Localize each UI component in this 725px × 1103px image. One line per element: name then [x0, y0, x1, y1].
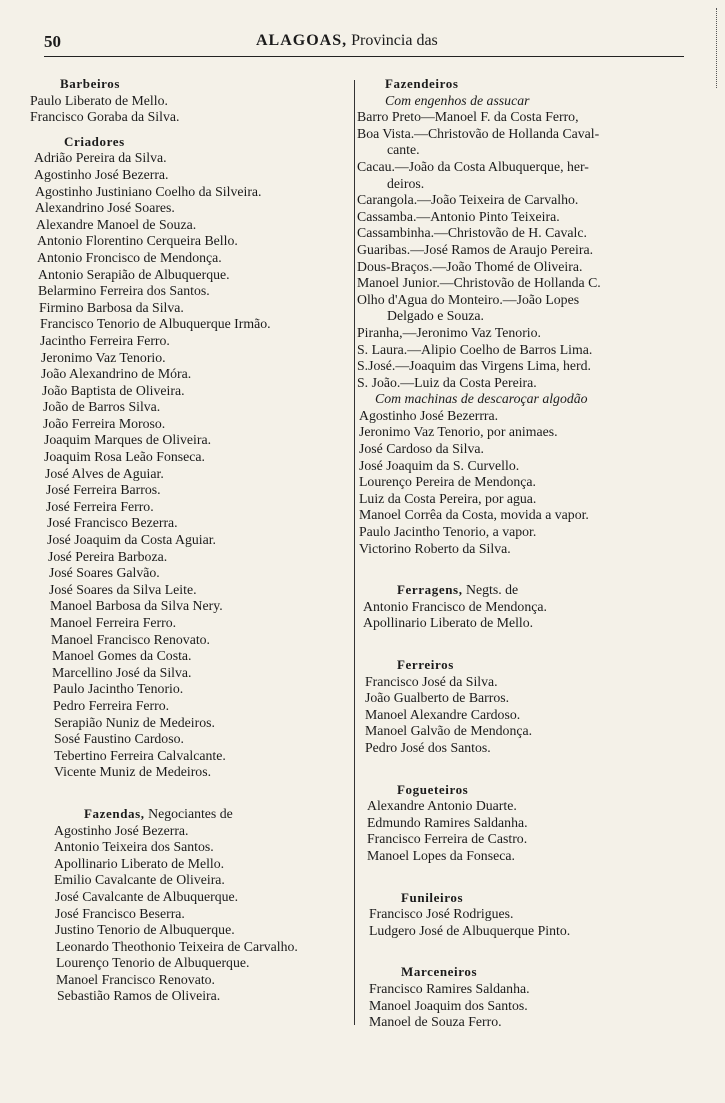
section-title: Fazendas,	[84, 805, 145, 821]
section-title: Ferreiros	[397, 657, 454, 672]
list-item: Justino Tenorio de Albuquerque.	[55, 922, 235, 938]
list-item: Alexandre Manoel de Souza.	[36, 216, 197, 232]
list-item: Paulo Jacintho Tenorio.	[53, 681, 184, 697]
list-item: José Ferreira Ferro.	[46, 498, 154, 514]
list-item: Antonio Teixeira dos Santos.	[54, 839, 214, 855]
list-item: José Joaquim da Costa Aguiar.	[47, 532, 216, 548]
list-item: José Alves de Aguiar.	[45, 465, 164, 481]
list-item: Agostinho José Bezerrra.	[359, 407, 499, 423]
list-item: Apollinario Liberato de Mello.	[54, 855, 225, 871]
list-item: Manoel Francisco Renovato.	[56, 971, 216, 987]
section-heading	[357, 76, 687, 93]
list-item: Antonio Froncisco de Mendonça.	[37, 249, 222, 265]
list-item: Delgado e Souza.	[387, 308, 484, 324]
list-item: Lourenço Tenorio de Albuquerque.	[56, 955, 250, 971]
section-heading	[357, 582, 687, 599]
section-title: Funileiros	[401, 889, 464, 905]
list-item: Edmundo Ramires Saldanha.	[367, 814, 528, 830]
section-gap	[357, 632, 687, 649]
right-column	[357, 76, 687, 1031]
list-item: José Cardoso da Silva.	[359, 441, 484, 457]
list-item: Francisco Ferreira de Castro.	[367, 831, 528, 847]
section-gap	[30, 126, 352, 134]
list-item: João Gualberto de Barros.	[365, 690, 510, 706]
list-item: Emilio Cavalcante de Oliveira.	[54, 872, 225, 888]
list-item: Pedro José dos Santos.	[365, 739, 491, 755]
list-item: Paulo Liberato de Mello.	[30, 92, 168, 108]
section-gap	[357, 557, 687, 574]
list-item: Agostinho Justiniano Coelho da Silveira.	[35, 183, 262, 199]
list-item: Alexandrino José Soares.	[35, 200, 175, 216]
left-column	[30, 76, 352, 1005]
list-item: Manoel de Souza Ferro.	[369, 1014, 502, 1030]
list-item: Carangola.—João Teixeira de Carvalho.	[357, 192, 579, 208]
list-item: Cassambinha.—Christovão de H. Cavalc.	[357, 225, 587, 241]
section-title: Ferragens,	[397, 582, 463, 598]
section-gap	[357, 882, 687, 890]
section-title: Fogueteiros	[397, 781, 469, 797]
list-item: Manoel Lopes da Fonseca.	[367, 847, 515, 863]
list-item: Vicente Muniz de Medeiros.	[54, 764, 212, 780]
section-heading	[357, 657, 687, 674]
list-item: Agostinho José Bezerra.	[34, 166, 169, 182]
list-item: Antonio Francisco de Mendonça.	[363, 598, 547, 614]
list-item: Ludgero José de Albuquerque Pinto.	[369, 922, 571, 938]
section-title: Marceneiros	[401, 964, 478, 980]
list-item: Guaribas.—José Ramos de Araujo Pereira.	[357, 241, 594, 257]
list-item: Alexandre Antonio Duarte.	[367, 798, 517, 814]
list-item: Firmino Barbosa da Silva.	[39, 299, 184, 315]
section-gap	[30, 798, 352, 806]
list-item: cante.	[387, 142, 420, 158]
list-item: Manoel Barbosa da Silva Nery.	[50, 598, 223, 614]
list-item: Antonio Serapião de Albuquerque.	[38, 266, 230, 282]
list-item: Sebastião Ramos de Oliveira.	[57, 988, 221, 1004]
list-item: Francisco Ramires Saldanha.	[369, 980, 530, 996]
list-item: Francisco José da Silva.	[365, 673, 498, 689]
running-title	[256, 32, 438, 50]
list-item: S. João.—Luiz da Costa Pereira.	[357, 374, 537, 390]
list-item: Olho d'Agua do Monteiro.—João Lopes	[357, 291, 580, 307]
section-gap	[357, 574, 687, 582]
list-item: Jeronimo Vaz Tenorio.	[41, 349, 166, 365]
section-gap	[357, 956, 687, 964]
page-edge-mark	[716, 8, 720, 88]
list-item: José Soares da Silva Leite.	[49, 581, 197, 597]
list-item: José Francisco Bezerra.	[47, 515, 178, 531]
list-item: Antonio Florentino Cerqueira Bello.	[37, 233, 238, 249]
section-title: Criadores	[64, 133, 125, 149]
list-item: Agostinho José Bezerra.	[54, 822, 189, 838]
section-gap	[357, 774, 687, 782]
list-item: José Pereira Barboza.	[48, 548, 168, 564]
list-item: João Alexandrino de Móra.	[41, 366, 192, 382]
list-item: José Joaquim da S. Curvello.	[359, 457, 520, 473]
list-item: Piranha,—Jeronimo Vaz Tenorio.	[357, 324, 541, 340]
section-gap	[357, 649, 687, 657]
section-gap	[357, 939, 687, 956]
list-item: José Ferreira Barros.	[46, 482, 161, 498]
list-item: João de Barros Silva.	[43, 399, 161, 415]
running-title-sub: Provincia das	[351, 32, 438, 49]
section-title-rest: Negociantes de	[148, 805, 233, 821]
list-item: Joaquim Marques de Oliveira.	[44, 432, 212, 448]
list-item: José Soares Galvão.	[49, 565, 160, 581]
list-item: Francisco José Rodrigues.	[369, 906, 514, 922]
section-title-rest: Negts. de	[466, 582, 519, 598]
section-heading	[357, 964, 687, 981]
list-item: Sosé Faustino Cardoso.	[54, 731, 184, 747]
list-item: João Baptista de Oliveira.	[42, 382, 185, 398]
running-header	[44, 30, 684, 57]
list-item: Serapião Nuniz de Medeiros.	[54, 714, 215, 730]
section-heading	[30, 806, 352, 823]
section-title: Barbeiros	[60, 76, 121, 91]
list-item: Luiz da Costa Pereira, por agua.	[359, 490, 537, 506]
list-item: Manoel Ferreira Ferro.	[50, 615, 177, 630]
list-item: José Cavalcante de Albuquerque.	[55, 888, 239, 904]
list-item: Boa Vista.—Christovão de Hollanda Caval-	[357, 125, 600, 141]
list-item: Lourenço Pereira de Mendonça.	[359, 474, 536, 490]
list-item: Manoel Francisco Renovato.	[51, 631, 211, 647]
section-heading	[357, 782, 687, 799]
list-item: Cacau.—João da Costa Albuquerque, her-	[357, 158, 589, 174]
running-title-main: ALAGOAS,	[256, 32, 348, 49]
list-item: Leonardo Theothonio Teixeira de Carvalho.	[56, 938, 298, 954]
list-item: José Francisco Beserra.	[55, 905, 185, 921]
list-item: Cassamba.—Antonio Pinto Teixeira.	[357, 208, 560, 224]
list-item: João Ferreira Moroso.	[43, 415, 166, 431]
list-item: S. Laura.—Alipio Coelho de Barros Lima.	[357, 341, 593, 357]
list-item: Joaquim Rosa Leão Fonseca.	[44, 449, 205, 465]
section-heading	[30, 134, 352, 151]
list-item: deiros.	[387, 175, 425, 191]
list-item: Adrião Pereira da Silva.	[34, 150, 167, 166]
page-number: 50	[44, 32, 61, 51]
list-item: Pedro Ferreira Ferro.	[53, 697, 170, 713]
section-heading	[357, 890, 687, 907]
list-item: Jeronimo Vaz Tenorio, por animaes.	[359, 424, 558, 440]
section-gap	[30, 781, 352, 798]
list-item: Manoel Junior.—Christovão de Hollanda C.	[357, 275, 601, 291]
list-item: Manoel Corrêa da Costa, movida a vapor.	[359, 507, 589, 523]
section-gap	[357, 865, 687, 882]
subsection-title: Com engenhos de assucar	[385, 92, 530, 108]
list-item: Marcellino José da Silva.	[52, 664, 192, 680]
list-item: Jacintho Ferreira Ferro.	[40, 332, 170, 348]
list-item: Victorino Roberto da Silva.	[359, 540, 511, 556]
section-heading	[30, 76, 352, 93]
subsection-title: Com machinas de descaroçar algodão	[375, 391, 588, 407]
list-item: Paulo Jacintho Tenorio, a vapor.	[359, 524, 537, 540]
list-item: Francisco Goraba da Silva.	[30, 109, 180, 125]
list-item: Manoel Gomes da Costa.	[52, 648, 192, 664]
section-title: Fazendeiros	[385, 76, 459, 91]
list-item: Belarmino Ferreira dos Santos.	[38, 283, 210, 299]
list-item: Tebertino Ferreira Calvalcante.	[54, 747, 226, 763]
list-item: Manoel Galvão de Mendonça.	[365, 723, 533, 739]
list-item: S.José.—Joaquim das Virgens Lima, herd.	[357, 358, 591, 374]
section-gap	[357, 757, 687, 774]
list-item: Dous-Braços.—João Thomé de Oliveira.	[357, 258, 583, 274]
column-divider	[354, 80, 355, 1025]
list-item: Apollinario Liberato de Mello.	[363, 615, 534, 631]
list-item: Barro Preto—Manoel F. da Costa Ferro,	[357, 109, 579, 125]
list-item: Manoel Joaquim dos Santos.	[369, 997, 528, 1013]
list-item: Francisco Tenorio de Albuquerque Irmão.	[40, 316, 271, 332]
list-item: Manoel Alexandre Cardoso.	[365, 706, 521, 722]
